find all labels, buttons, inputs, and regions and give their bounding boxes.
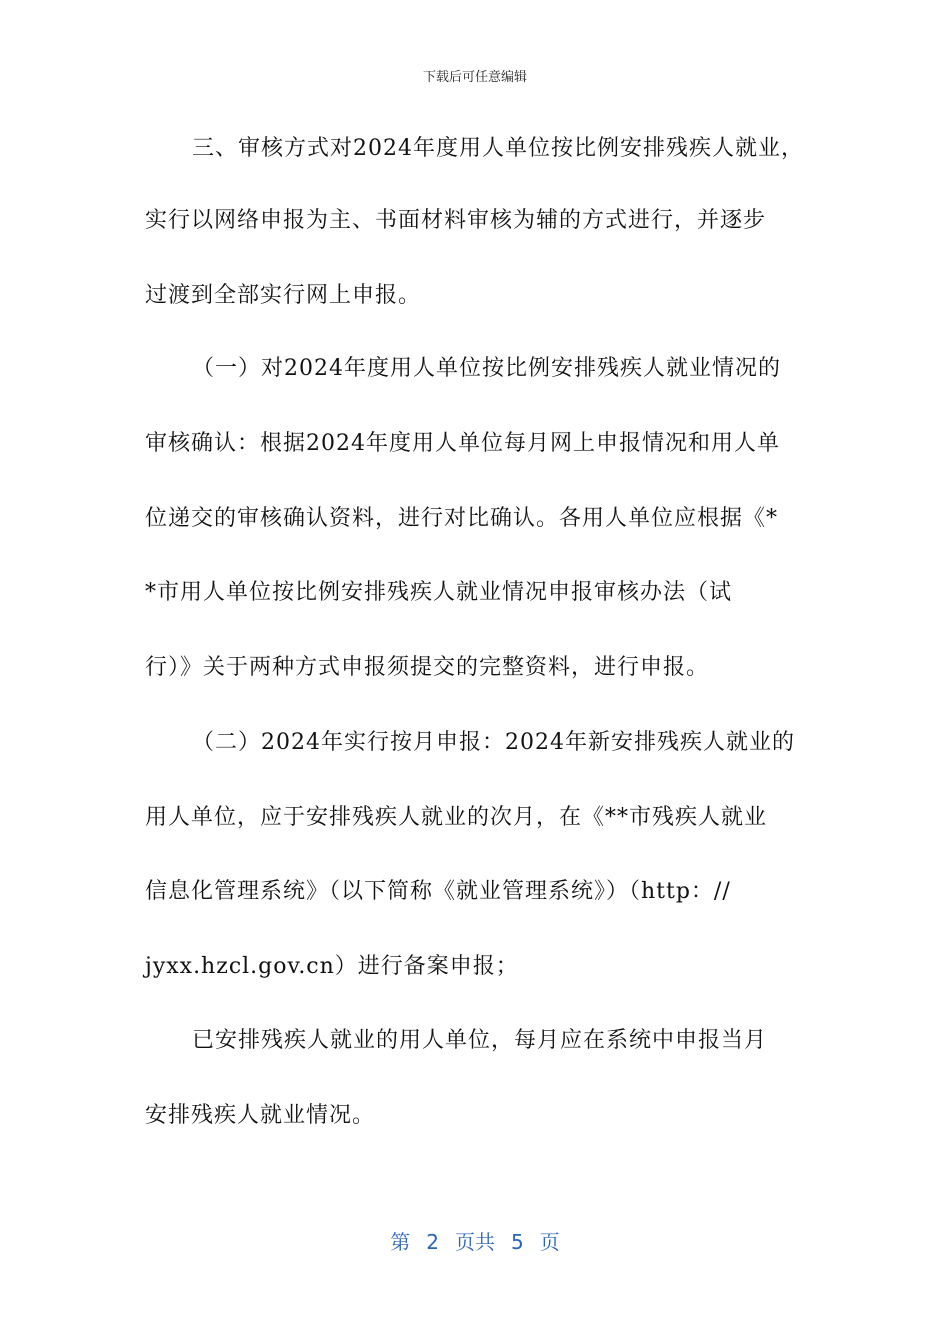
footer-prefix: 第	[390, 1230, 411, 1254]
paragraph-line: 安排残疾人就业情况。	[145, 1103, 376, 1128]
paragraph-line: （二）2024年实行按月申报：2024年新安排残疾人就业的	[192, 730, 795, 755]
paragraph-line: 信息化管理系统》（以下简称《就业管理系统》）（http：//	[145, 879, 731, 904]
paragraph-line: 行）》关于两种方式申报须提交的完整资料，进行申报。	[145, 655, 710, 680]
page-header: 下载后可任意编辑	[422, 70, 527, 85]
paragraph-line: 位递交的审核确认资料，进行对比确认。各用人单位应根据《*	[145, 506, 779, 531]
footer-page-number: 2	[426, 1230, 439, 1254]
footer-middle: 页共	[455, 1230, 495, 1254]
footer-suffix: 页	[539, 1230, 560, 1254]
paragraph-line: 用人单位，应于安排残疾人就业的次月，在《**市残疾人就业	[145, 805, 768, 830]
paragraph-line: *市用人单位按比例安排残疾人就业情况申报审核办法（试	[145, 580, 733, 605]
paragraph-line: （一）对2024年度用人单位按比例安排残疾人就业情况的	[192, 356, 781, 381]
paragraph-line: 实行以网络申报为主、书面材料审核为辅的方式进行，并逐步	[145, 208, 767, 233]
paragraph-line: 审核确认：根据2024年度用人单位每月网上申报情况和用人单	[145, 431, 780, 456]
paragraph-line: jyxx.hzcl.gov.cn）进行备案申报；	[145, 954, 519, 979]
paragraph-line: 过渡到全部实行网上申报。	[145, 283, 422, 308]
footer-total-pages: 5	[511, 1230, 524, 1254]
paragraph-line: 三、审核方式对2024年度用人单位按比例安排残疾人就业，	[192, 136, 804, 161]
paragraph-line: 已安排残疾人就业的用人单位，每月应在系统中申报当月	[192, 1028, 768, 1053]
page-footer	[0, 1226, 950, 1255]
